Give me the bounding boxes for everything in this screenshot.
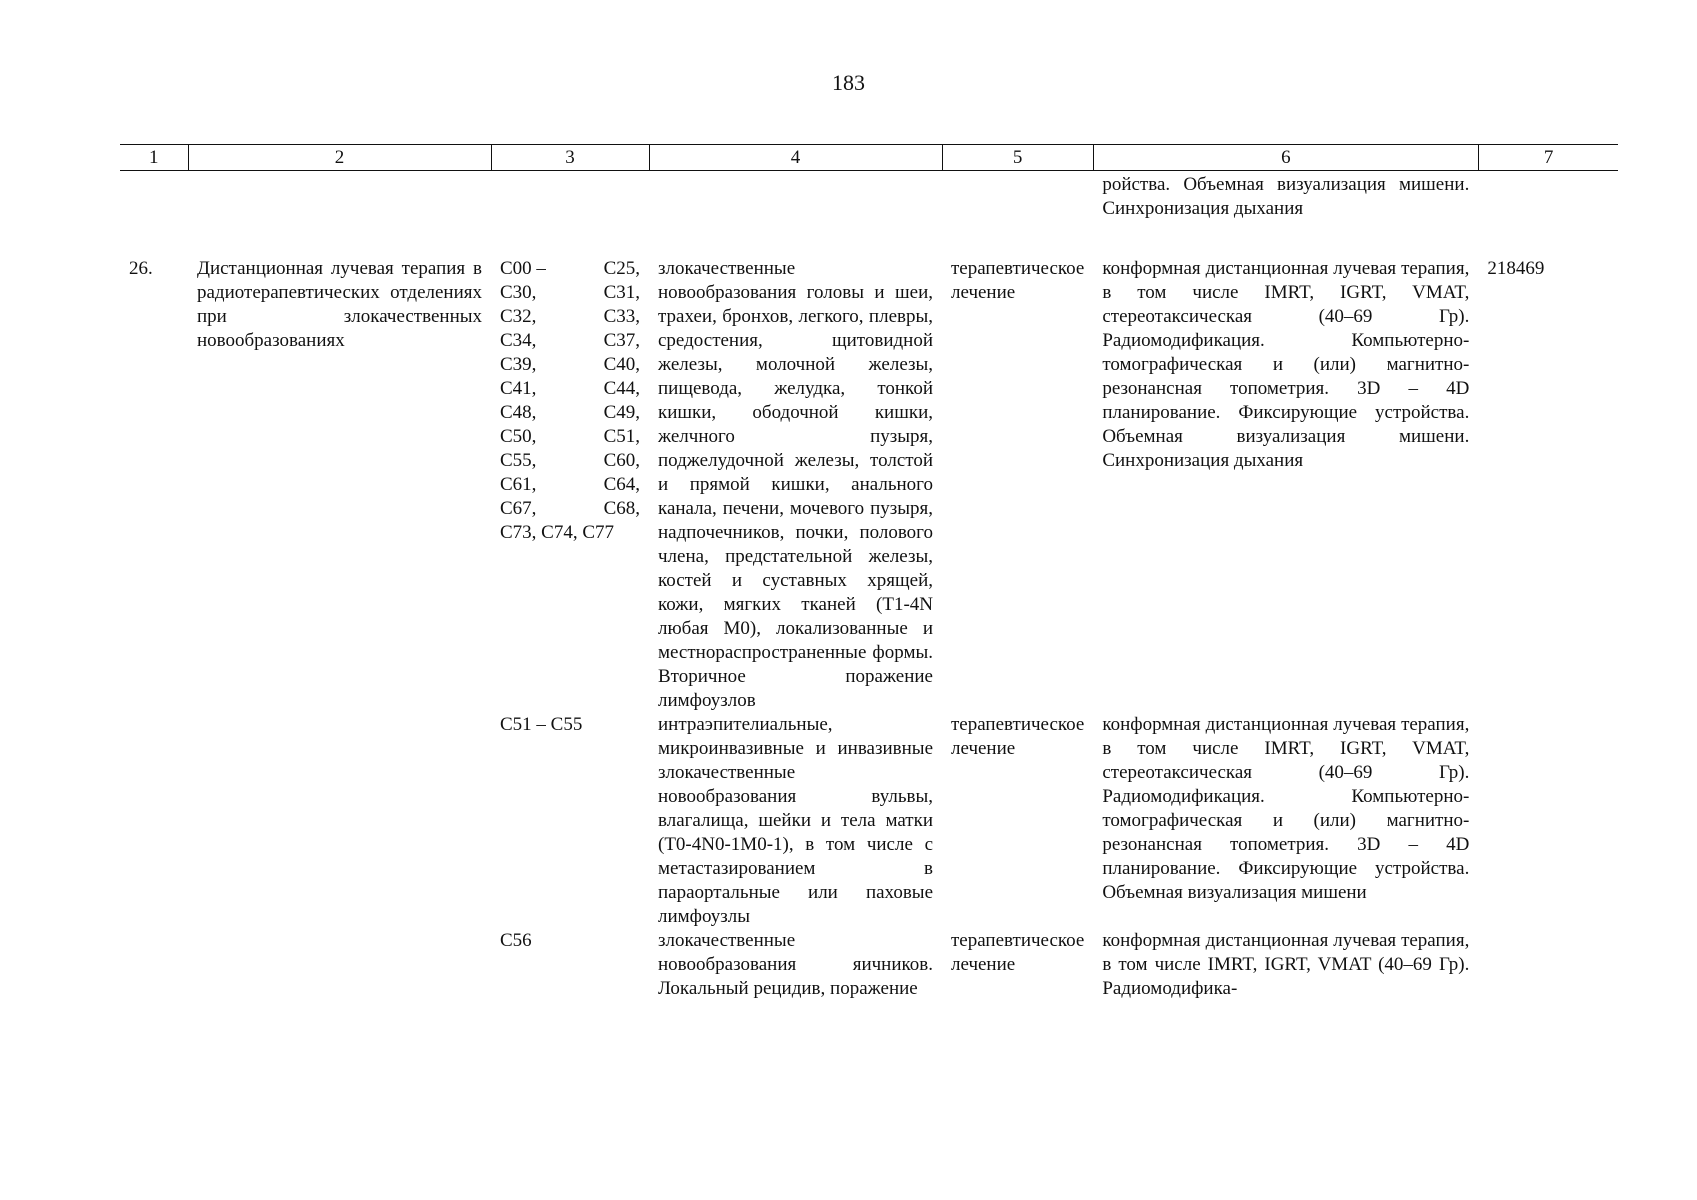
- entry-name: Дистанционная лучевая терапия в радиотерапевтических отделениях при злокачественных новообразованиях: [197, 258, 482, 351]
- continuation-row: [120, 171, 1618, 222]
- method-cell: конформная дистанционная лучевая терапия, в том числе IMRT, IGRT, VMAT, стереотаксическая (40–69 Гр). Радиомодификация. Компьютерно-томографическая и (или) магнитно-резонансная топометрия. 3D – 4D планирование. Фиксирующие устройства. Объемная визуализация мишени. Синхронизация дыхания: [1102, 258, 1470, 471]
- icd-codes: С56: [500, 930, 532, 951]
- column-header-1: 1: [120, 145, 188, 171]
- column-header-5: 5: [942, 145, 1093, 171]
- code-row: С32, С33,: [500, 306, 640, 327]
- column-header-6: 6: [1093, 145, 1478, 171]
- method-cell: конформная дистанционная лучевая терапия, в том числе IMRT, IGRT, VMAT, стереотаксическая (40–69 Гр). Радиомодификация. Компьютерно-томографическая и (или) магнитно-резонансная топометрия. 3D – 4D планирование. Фиксирующие устройства. Объемная визуализация мишени: [1102, 714, 1470, 903]
- code-row: С55, С60,: [500, 450, 640, 471]
- diagnosis-cell: злокачественные новообразования яичников. Локальный рецидив, поражение: [658, 930, 933, 999]
- table-row: [120, 713, 1618, 929]
- page-number: 183: [832, 70, 865, 95]
- code-row: С73, С74, С77: [500, 522, 615, 543]
- treatment-type-cell: терапевтическое лечение: [951, 714, 1085, 759]
- icd-codes: С51 – С55: [500, 714, 583, 735]
- treatment-type-cell: терапевтическое лечение: [951, 258, 1085, 303]
- code-row: С39, С40,: [500, 354, 640, 375]
- entry-number: 26.: [129, 258, 153, 279]
- code-row: С34, С37,: [500, 330, 640, 351]
- tariff-cell: 218469: [1487, 258, 1545, 279]
- column-header-7: 7: [1478, 145, 1618, 171]
- treatment-type-cell: терапевтическое лечение: [951, 930, 1085, 975]
- column-header-3: 3: [491, 145, 649, 171]
- code-row: С61, С64,: [500, 474, 640, 495]
- code-row: С41, С44,: [500, 378, 640, 399]
- document-table: [120, 144, 1618, 1001]
- diagnosis-cell: злокачественные новообразования головы и шеи, трахеи, бронхов, легкого, плевры, средостения, щитовидной железы, молочной железы, пищевода, желудка, тонкой кишки, ободочной кишки, желчного пузыря, поджелудочной железы, толстой и прямой кишки, анального канала, печени, мочевого пузыря, надпочечников, почки, полового члена, предстательной железы, костей и суставных хрящей, кожи, мягких тканей (Т1-4N любая M0), локализованные и местнораспространенные формы. Вторичное поражение лимфоузлов: [658, 258, 933, 711]
- column-header-4: 4: [649, 145, 942, 171]
- icd-codes: [491, 257, 649, 713]
- code-row: С30, С31,: [500, 282, 640, 303]
- code-row: С00 – С25,: [500, 258, 640, 279]
- method-cell: конформная дистанционная лучевая терапия, в том числе IMRT, IGRT, VMAT (40–69 Гр). Радиомодифика-: [1102, 930, 1470, 999]
- continuation-text: ройства. Объемная визуализация мишени. Синхронизация дыхания: [1102, 174, 1470, 219]
- code-row: С67, С68,: [500, 498, 640, 519]
- table-row: [120, 257, 1618, 713]
- spacer-row: [120, 221, 1618, 257]
- table-row: [120, 929, 1618, 1001]
- column-number-row: [120, 145, 1618, 171]
- column-header-2: 2: [188, 145, 491, 171]
- code-row: С50, С51,: [500, 426, 640, 447]
- code-row: С48, С49,: [500, 402, 640, 423]
- diagnosis-cell: интраэпителиальные, микроинвазивные и инвазивные злокачественные новообразования вульвы, влагалища, шейки и тела матки (Т0-4N0-1M0-1), в том числе с метастазированием в параортальные или паховые лимфоузлы: [658, 714, 933, 927]
